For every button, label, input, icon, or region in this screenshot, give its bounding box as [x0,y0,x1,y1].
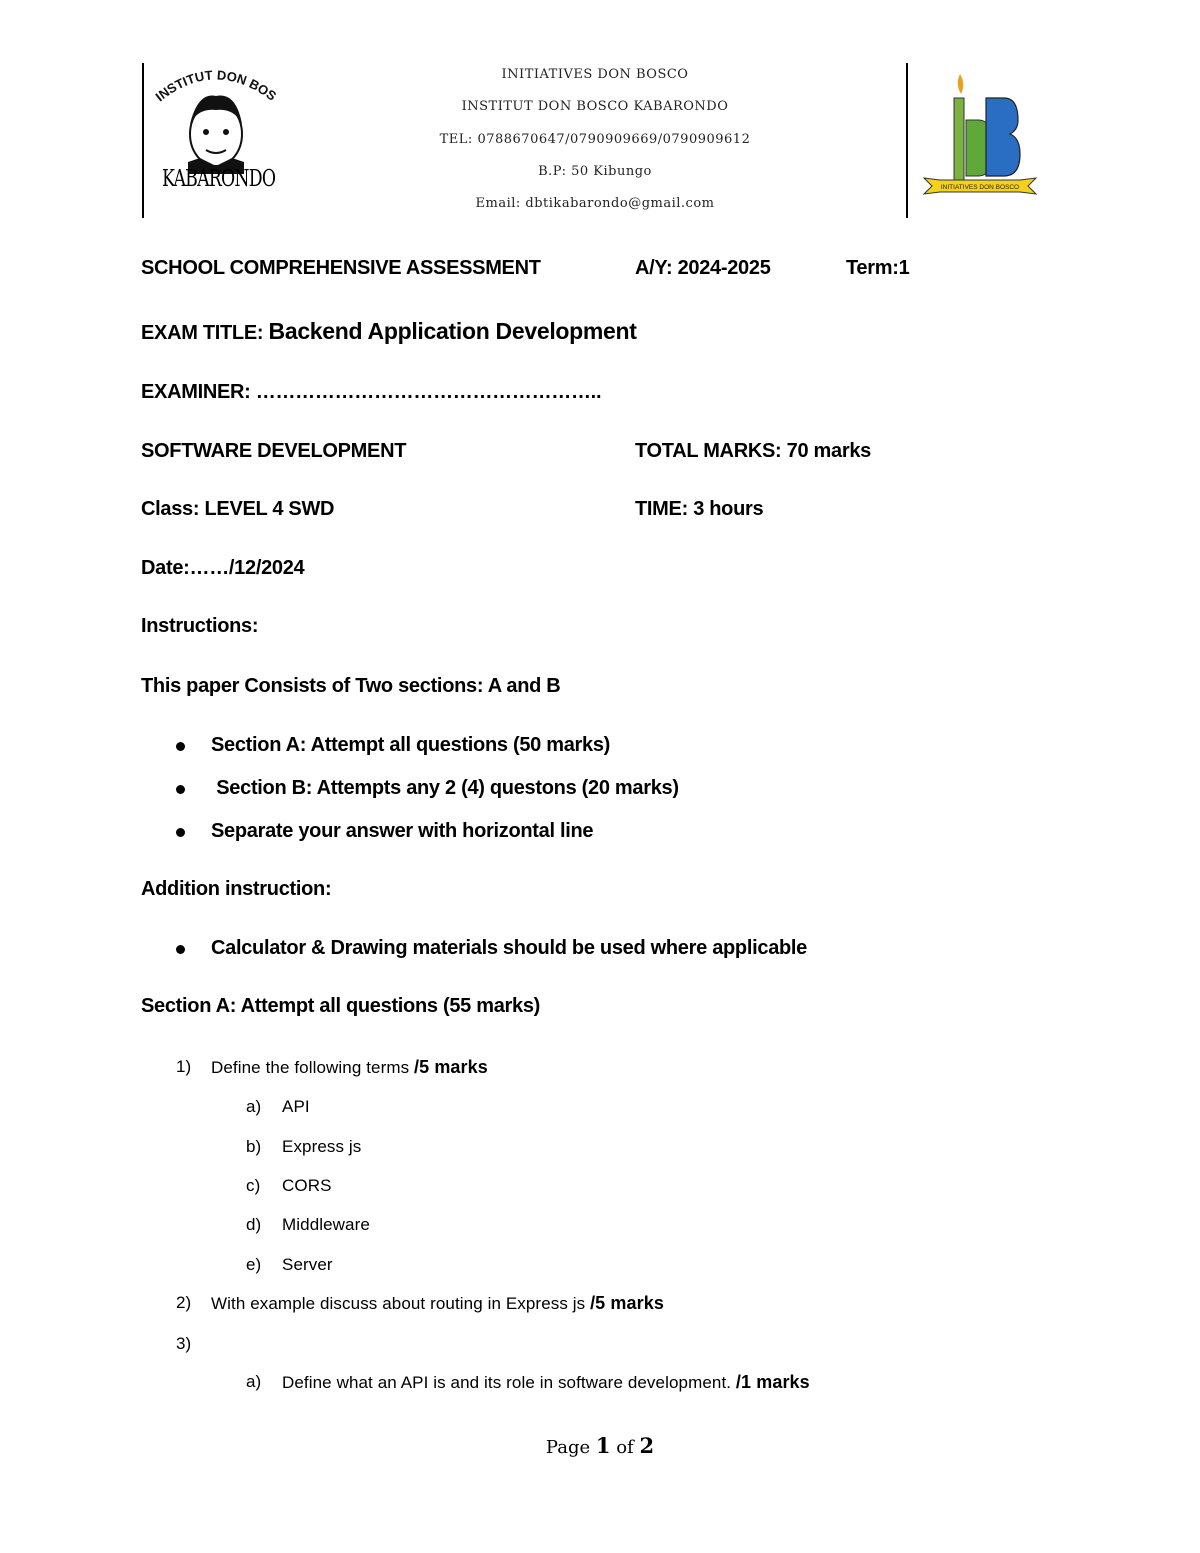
right-logo-banner-text: INITIATIVES DON BOSCO [940,184,1020,191]
header-right-divider [906,63,908,218]
class-level: Class: LEVEL 4 SWD [141,498,335,520]
sub-question-text: Express js [282,1137,362,1156]
section-a-heading: Section A: Attempt all questions (55 marks) [141,995,541,1017]
phone-numbers: TEL: 0788670647/0790909669/0790909612 [439,132,751,147]
question-3a-text: Define what an API is and its role in software development. [282,1373,736,1392]
question-2-marks: /5 marks [590,1293,664,1313]
question-number: 3) [176,1334,192,1353]
academic-year: A/Y: 2024-2025 [635,257,771,279]
exam-title [141,318,637,345]
examiner-line: EXAMINER: …………………………………………….. [141,381,602,403]
additional-instruction-bullet: Calculator & Drawing materials should be used where applicable [211,937,808,959]
bullet-icon [176,945,185,954]
sub-question-label: a) [246,1372,262,1391]
instructions-intro: This paper Consists of Two sections: A and B [141,675,561,697]
instruction-bullet: Separate your answer with horizontal line [211,820,594,842]
email-address: Email: dbtikabarondo@gmail.com [475,196,715,211]
right-logo [920,68,1040,208]
left-logo [148,62,283,212]
instructions-heading: Instructions: [141,615,259,637]
sub-question-label: e) [246,1255,262,1274]
sub-question-label: d) [246,1215,262,1234]
total-pages: 2 [639,1433,655,1458]
page-number [0,1433,1200,1458]
additional-instruction-heading: Addition instruction: [141,878,332,900]
sub-question-label: a) [246,1097,262,1116]
question-2 [211,1293,664,1314]
sub-question-text: CORS [282,1176,332,1195]
bullet-icon [176,742,185,751]
postal-box: B.P: 50 Kibungo [538,164,652,179]
sub-question-text: API [282,1097,310,1116]
institute-name: INSTITUT DON BOSCO KABARONDO [461,99,729,114]
header-left-divider [142,63,144,218]
assessment-title: SCHOOL COMPREHENSIVE ASSESSMENT [141,257,541,279]
instruction-bullet: Section B: Attempts any 2 (4) questons (20 marks) [211,777,679,799]
exam-time: TIME: 3 hours [635,498,764,520]
bullet-icon [176,828,185,837]
question-2-text: With example discuss about routing in Express js [211,1294,591,1313]
org-name: INITIATIVES DON BOSCO [501,67,689,82]
sub-question-label: c) [246,1176,261,1195]
question-number: 1) [176,1057,192,1076]
exam-date: Date:……/12/2024 [141,557,305,579]
instruction-bullet: Section A: Attempt all questions (50 marks) [211,734,611,756]
bullet-icon [176,785,185,794]
of-word: of [610,1437,640,1458]
exam-title-label: EXAM TITLE: [141,322,269,344]
sub-question-text: Middleware [282,1215,370,1234]
department: SOFTWARE DEVELOPMENT [141,440,407,462]
current-page: 1 [595,1433,611,1458]
left-logo-bottom-text: KABARONDO [162,166,276,192]
sub-question-text: Server [282,1255,333,1274]
question-1 [211,1057,488,1078]
question-number: 2) [176,1293,192,1312]
question-1-marks: /5 marks [414,1057,488,1077]
question-1-text: Define the following terms [211,1058,415,1077]
question-3a-marks: /1 marks [735,1372,810,1392]
term: Term:1 [846,257,910,279]
question-3a [282,1372,810,1393]
left-logo-arc-text: INSTITUT DON BOS [152,67,280,105]
page-word: Page [545,1437,596,1458]
exam-title-value: Backend Application Development [268,318,637,344]
sub-question-label: b) [246,1137,262,1156]
total-marks: TOTAL MARKS: 70 marks [635,440,871,462]
